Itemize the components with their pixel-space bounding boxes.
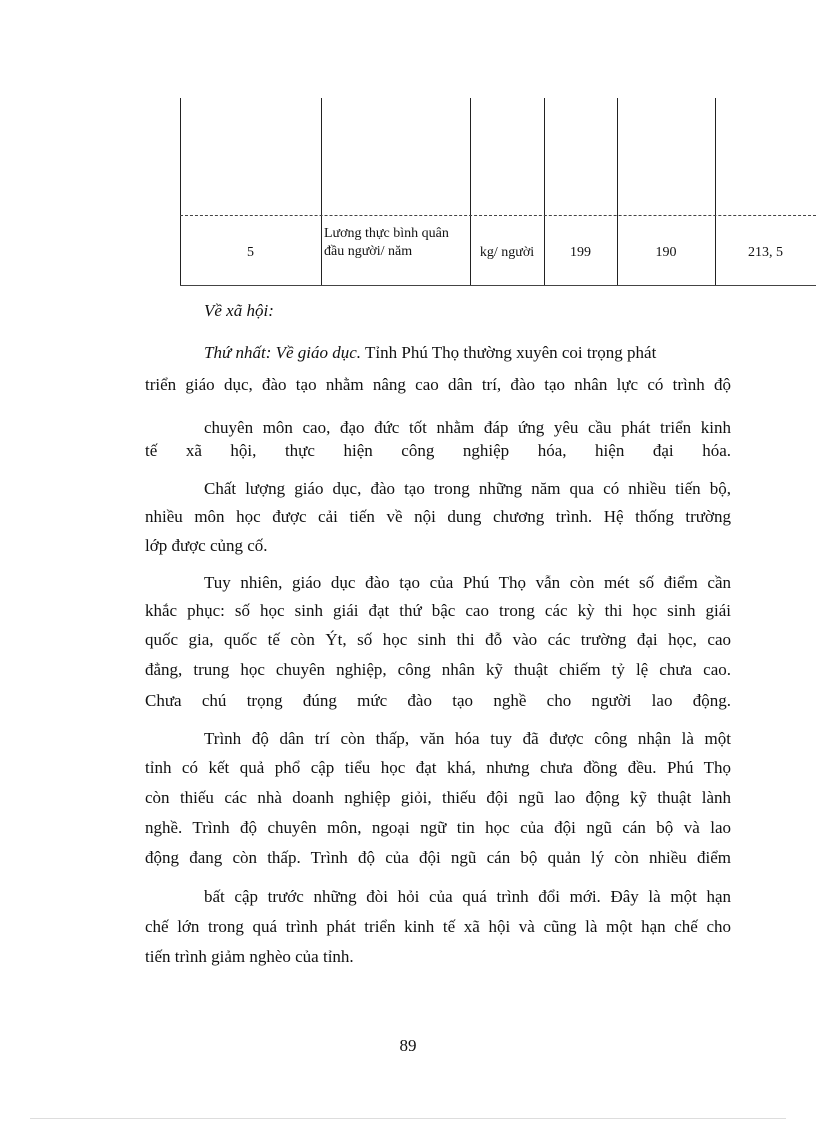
paragraph-line: chuyên môn cao, đạo đức tốt nhằm đáp ứng yêu cầu phát triển kinh (204, 418, 731, 437)
paragraph-line: Tuy nhiên, giáo dục đào tạo của Phú Thọ vẫn còn mét số điểm cần (204, 573, 731, 592)
table-cell-stt: 5 (247, 245, 254, 260)
paragraph-line: Trình độ dân trí còn thấp, văn hóa tuy đã được công nhận là một (204, 729, 731, 748)
table-cell-indicator-line2: đầu người/ năm (324, 244, 413, 259)
paragraph-line: còn thiếu các nhà doanh nghiệp giỏi, thiếu đội ngũ lao động kỹ thuật lành (145, 788, 731, 807)
paragraph-line (204, 343, 731, 363)
paragraph-line: Chưa chú trọng đúng mức đào tạo nghề cho người lao động. (145, 691, 731, 710)
page-number: 89 (399, 1036, 417, 1055)
paragraph-text: Tỉnh Phú Thọ thường xuyên coi trọng phát (361, 343, 657, 362)
paragraph-line: chế lớn trong quá trình phát triển kinh tế xã hội và cũng là một hạn chế cho (145, 917, 731, 936)
table-row-separator (180, 215, 816, 216)
table-cell-value-1: 199 (570, 245, 591, 260)
paragraph-line: tỉnh có kết quả phổ cập tiểu học đạt khá, nhưng chưa đồng đều. Phú Thọ (145, 758, 731, 777)
subheading-label: Thứ nhất: Về giáo dục. (204, 343, 362, 362)
paragraph-line: Chất lượng giáo dục, đào tạo trong những năm qua có nhiều tiến bộ, (204, 479, 731, 498)
paragraph-line: động đang còn thấp. Trình độ của đội ngũ cán bộ quản lý còn nhiều điểm (145, 848, 731, 867)
paragraph-line: tế xã hội, thực hiện công nghiệp hóa, hiện đại hóa. (145, 441, 731, 460)
paragraph-line: triển giáo dục, đào tạo nhằm nâng cao dân trí, đào tạo nhân lực có trình độ (145, 375, 731, 394)
paragraph-line: lớp được củng cố. (145, 536, 268, 555)
paragraph-line: đẳng, trung học chuyên nghiệp, công nhân kỹ thuật chiếm tỷ lệ chưa cao. (145, 660, 731, 679)
statistics-table (180, 98, 816, 286)
paragraph-line: tiến trình giảm nghèo của tỉnh. (145, 947, 354, 966)
table-border-bottom (180, 285, 816, 286)
paragraph-line: bất cập trước những đòi hỏi của quá trình đổi mới. Đây là một hạn (204, 887, 731, 906)
page-bottom-edge (30, 1118, 786, 1119)
paragraph-line: nghề. Trình độ chuyên môn, ngoại ngữ tin học của đội ngũ cán bộ và lao (145, 818, 731, 837)
table-cell-value-2: 190 (655, 245, 677, 260)
paragraph-line: quốc gia, quốc tế còn Ýt, số học sinh thi đỗ vào các trường đại học, cao (145, 630, 731, 649)
paragraph-line: khắc phục: số học sinh giái đạt thứ bậc cao trong các kỳ thi học sinh giái (145, 601, 731, 620)
paragraph-line: nhiều môn học được cải tiến về nội dung chương trình. Hệ thống trường (145, 507, 731, 526)
section-heading: Về xã hội: (204, 301, 274, 320)
table-cell-unit: kg/ người (479, 245, 535, 260)
table-column-divider (321, 98, 322, 286)
table-cell-indicator-line1: Lương thực bình quân (324, 226, 449, 241)
table-cell-value-3: 213, 5 (748, 245, 783, 260)
